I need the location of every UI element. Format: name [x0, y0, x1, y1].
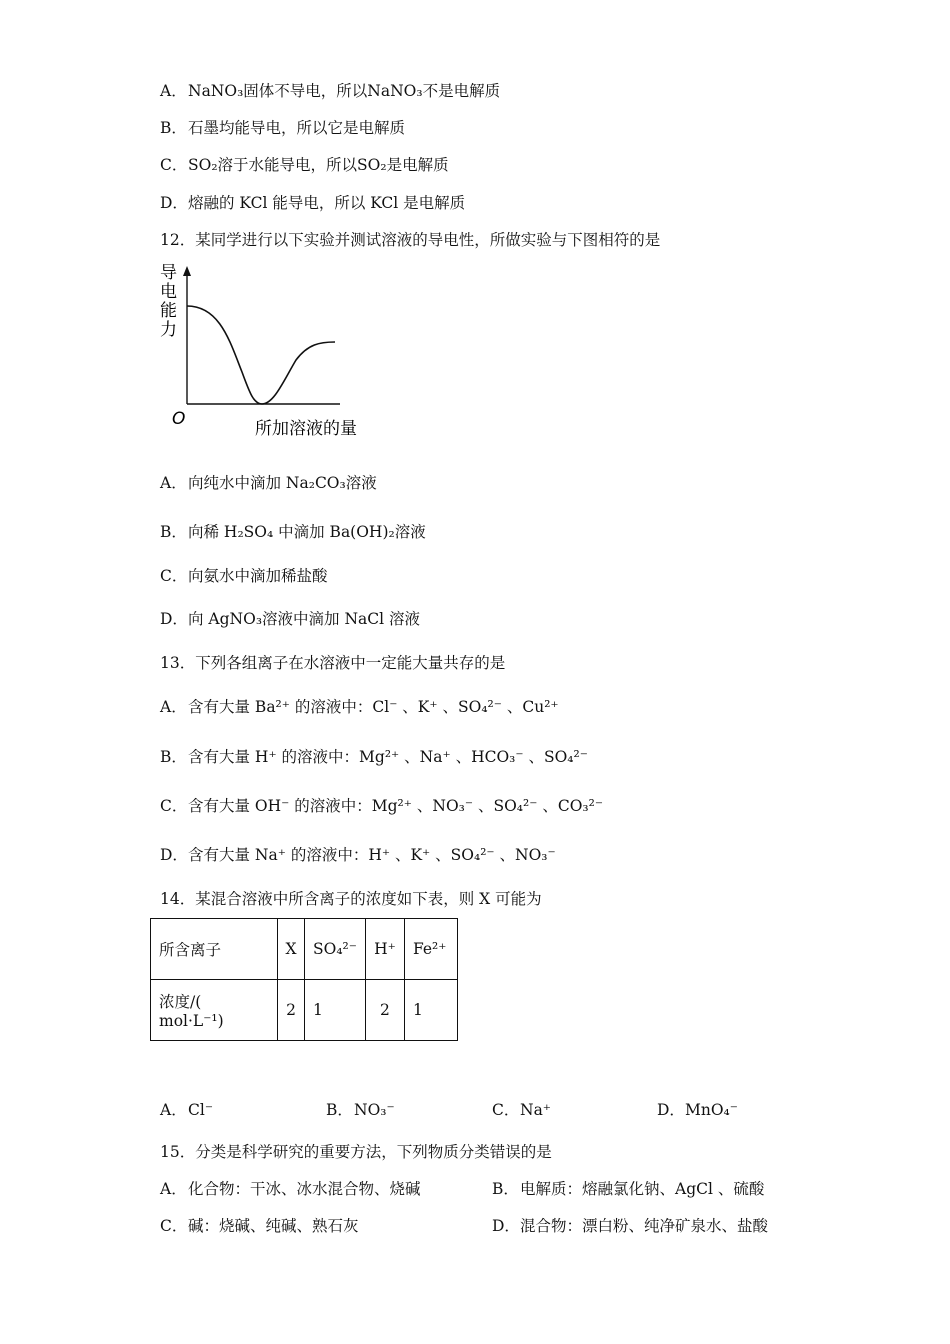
q12-option-d[interactable] [160, 608, 420, 630]
q12-option-a[interactable] [160, 472, 377, 494]
option-text: SO₂溶于水能导电，所以SO₂是电解质 [188, 156, 449, 174]
q15-option-b[interactable] [492, 1178, 764, 1200]
option-label: D． [657, 1101, 685, 1119]
option-label: A． [160, 1180, 187, 1198]
q11-option-a[interactable] [160, 80, 500, 102]
option-text: 碱：烧碱、纯碱、熟石灰 [188, 1217, 359, 1235]
y-axis-label-1: 导 [160, 263, 177, 283]
q12-option-b[interactable] [160, 521, 426, 543]
q11-option-b[interactable] [160, 117, 405, 139]
y-axis-label-2: 电 [160, 282, 177, 302]
q15-option-c[interactable] [160, 1215, 359, 1237]
option-label: B． [160, 523, 187, 541]
table-cell: Fe²⁺ [404, 919, 457, 980]
option-text: 石墨均能导电，所以它是电解质 [188, 119, 406, 137]
option-text: 含有大量 H⁺ 的溶液中：Mg²⁺ 、Na⁺ 、HCO₃⁻ 、SO₄²⁻ [188, 748, 588, 766]
table-cell: X [278, 919, 305, 980]
option-text: NO₃⁻ [354, 1101, 395, 1119]
q13-option-a[interactable] [160, 696, 559, 718]
origin-label: O [172, 409, 186, 429]
q13-option-d[interactable] [160, 844, 556, 866]
option-text: Cl⁻ [188, 1101, 213, 1119]
option-text: 向 AgNO₃溶液中滴加 NaCl 溶液 [188, 610, 421, 628]
option-text: 混合物：漂白粉、纯净矿泉水、盐酸 [520, 1217, 769, 1235]
option-text: 含有大量 OH⁻ 的溶液中：Mg²⁺ 、NO₃⁻ 、SO₄²⁻ 、CO₃²⁻ [188, 797, 604, 815]
table-cell: 2 [278, 980, 305, 1041]
x-axis-label: 所加溶液的量 [255, 419, 357, 439]
q15-option-a[interactable] [160, 1178, 421, 1200]
ion-concentration-table [150, 918, 458, 1041]
q14-option-b[interactable] [326, 1098, 395, 1120]
option-text: 向纯水中滴加 Na₂CO₃溶液 [188, 474, 377, 492]
q13-option-c[interactable] [160, 795, 603, 817]
y-axis-arrow-icon [183, 266, 191, 276]
option-label: D． [160, 846, 188, 864]
option-text: 向稀 H₂SO₄ 中滴加 Ba(OH)₂溶液 [188, 523, 426, 541]
option-text: Na⁺ [520, 1101, 551, 1119]
table-row [151, 919, 458, 980]
option-label: C． [160, 797, 188, 815]
table-cell: 1 [305, 980, 366, 1041]
option-label: C． [160, 1217, 188, 1235]
option-text: 向氨水中滴加稀盐酸 [188, 567, 328, 585]
option-label: C． [160, 156, 188, 174]
q11-option-c[interactable] [160, 154, 449, 176]
table-cell: SO₄²⁻ [305, 919, 366, 980]
option-label: B． [326, 1101, 353, 1119]
option-label: C． [160, 567, 188, 585]
q14-stem: 14．某混合溶液中所含离子的浓度如下表，则 X 可能为 [160, 890, 542, 908]
option-text: 电解质：熔融氯化钠、AgCl 、硫酸 [520, 1180, 765, 1198]
y-axis-label-3: 能 [160, 301, 177, 321]
q13-stem: 13．下列各组离子在水溶液中一定能大量共存的是 [160, 654, 506, 672]
q14-option-d[interactable] [657, 1098, 738, 1120]
option-label: D． [160, 194, 188, 212]
q11-option-d[interactable] [160, 192, 465, 214]
option-label: B． [160, 748, 187, 766]
option-text: 熔融的 KCl 能导电，所以 KCl 是电解质 [188, 194, 466, 212]
q15-stem: 15．分类是科学研究的重要方法，下列物质分类错误的是 [160, 1143, 552, 1161]
conductivity-curve [187, 306, 335, 404]
table-cell: 2 [365, 980, 404, 1041]
table-row [151, 980, 458, 1041]
q14-option-a[interactable] [160, 1098, 213, 1120]
option-label: B． [160, 119, 187, 137]
q14-option-c[interactable] [492, 1098, 551, 1120]
option-text: NaNO₃固体不导电，所以NaNO₃不是电解质 [188, 82, 501, 100]
option-text: 化合物：干冰、冰水混合物、烧碱 [188, 1180, 421, 1198]
conductivity-graph [150, 262, 390, 442]
option-label: A． [160, 698, 187, 716]
option-label: A． [160, 82, 187, 100]
option-label: D． [160, 610, 188, 628]
option-label: B． [492, 1180, 519, 1198]
option-text: 含有大量 Na⁺ 的溶液中：H⁺ 、K⁺ 、SO₄²⁻ 、NO₃⁻ [188, 846, 556, 864]
q12-stem: 12．某同学进行以下实验并测试溶液的导电性，所做实验与下图相符的是 [160, 231, 661, 249]
table-cell: 所含离子 [151, 919, 278, 980]
option-label: D． [492, 1217, 520, 1235]
y-axis-label-4: 力 [160, 320, 177, 340]
q12-option-c[interactable] [160, 565, 328, 587]
table-cell: H⁺ [365, 919, 404, 980]
option-label: C． [492, 1101, 520, 1119]
q13-option-b[interactable] [160, 746, 588, 768]
option-label: A． [160, 1101, 187, 1119]
table-cell: 1 [404, 980, 457, 1041]
option-text: MnO₄⁻ [685, 1101, 738, 1119]
option-text: 含有大量 Ba²⁺ 的溶液中：Cl⁻ 、K⁺ 、SO₄²⁻ 、Cu²⁺ [188, 698, 559, 716]
table-cell: 浓度/( mol·L⁻¹) [151, 980, 278, 1041]
option-label: A． [160, 474, 187, 492]
q15-option-d[interactable] [492, 1215, 768, 1237]
